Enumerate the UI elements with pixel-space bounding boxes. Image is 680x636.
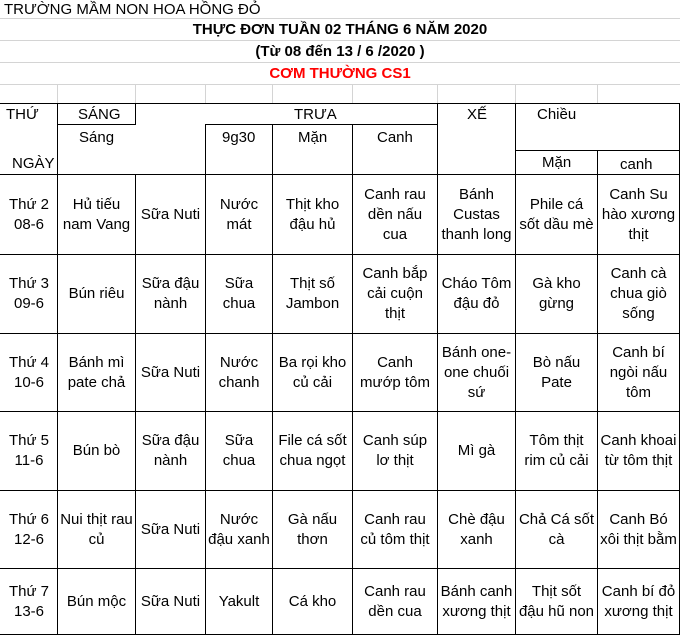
dish-text: Canh bắp cải cuộn thịt	[362, 265, 428, 322]
cell-xe	[438, 334, 515, 411]
cell-chieu-man	[516, 334, 597, 411]
header-trua: TRƯA	[294, 106, 337, 123]
cell-day	[1, 569, 57, 634]
dish-text: Canh Bó xôi thịt bằm	[600, 510, 677, 548]
dish-text: Bánh canh xương thịt	[440, 582, 513, 620]
header-chieu: Chiều	[537, 106, 577, 123]
date-label: 12-6	[13, 530, 45, 548]
dish-text: Gà kho gừng	[532, 275, 581, 312]
cell-day	[1, 175, 57, 254]
dish-text: Cá kho	[288, 592, 337, 610]
cell-nuoc	[206, 412, 272, 490]
dish-text: Bò nấu Pate	[532, 353, 581, 391]
cell-man	[273, 491, 352, 568]
dish-text: Canh Su hào xương thịt	[601, 185, 676, 243]
cell-sang	[58, 412, 135, 490]
cell-canh	[353, 569, 437, 634]
date-label: 09-6	[13, 295, 45, 312]
cell-sang	[58, 569, 135, 634]
header-sang-sub: Sáng	[79, 129, 115, 146]
header-canh: Canh	[377, 129, 413, 146]
dish-text: Nước chanh	[218, 353, 260, 391]
dish-text: Sữa Nuti	[140, 363, 201, 381]
dish-text: Canh mướp tôm	[360, 353, 430, 391]
cell-man	[273, 334, 352, 411]
cell-day	[1, 334, 57, 411]
day-label: Thứ 6	[8, 510, 50, 528]
menu-title: THỰC ĐƠN TUẦN 02 THÁNG 6 NĂM 2020	[192, 21, 488, 38]
school-name: TRƯỜNG MẦM NON HOA HỒNG ĐỎ	[4, 1, 261, 18]
cell-sua	[136, 491, 205, 568]
dish-text: Chả Cá sốt cà	[518, 510, 595, 548]
cell-chieu-canh	[598, 412, 679, 490]
cell-man	[273, 255, 352, 333]
cell-canh	[353, 491, 437, 568]
dish-text: Sữa Nuti	[140, 205, 201, 223]
dish-text: Bún riêu	[68, 285, 125, 302]
cell-man	[273, 412, 352, 490]
cell-nuoc	[206, 175, 272, 254]
header-sang: SÁNG	[78, 106, 121, 123]
cell-xe	[438, 175, 515, 254]
cell-day	[1, 491, 57, 568]
dish-text: Yakult	[218, 592, 260, 610]
date-range: (Từ 08 đến 13 / 6 /2020 )	[255, 43, 425, 60]
cell-chieu-man	[516, 491, 597, 568]
dish-text: Canh rau dền nấu cua	[364, 185, 426, 243]
cell-chieu-man	[516, 569, 597, 634]
cell-man	[273, 569, 352, 634]
cell-canh	[353, 255, 437, 333]
header-chieu-canh: canh	[620, 156, 653, 173]
cell-sua	[136, 175, 205, 254]
cell-sua	[136, 569, 205, 634]
dish-text: Thịt kho đậu hủ	[285, 195, 340, 233]
dish-text: File cá sốt chua ngọt	[278, 432, 347, 469]
cell-sang	[58, 491, 135, 568]
dish-text: Bánh one-one chuối sứ	[441, 343, 512, 401]
cell-canh	[353, 412, 437, 490]
cell-sua	[136, 412, 205, 490]
dish-text: Bánh Custas thanh long	[441, 185, 512, 243]
cell-sang	[58, 334, 135, 411]
dish-text: Bánh mì pate chả	[67, 353, 126, 391]
cell-xe	[438, 255, 515, 333]
dish-text: Hủ tiếu nam Vang	[62, 195, 131, 233]
dish-text: Canh khoai từ tôm thịt	[600, 432, 677, 469]
cell-chieu-canh	[598, 491, 679, 568]
dish-text: Thịt số Jambon	[285, 275, 340, 312]
date-label: 10-6	[13, 373, 45, 391]
date-label: 11-6	[14, 452, 44, 469]
cell-chieu-man	[516, 175, 597, 254]
dish-text: Canh bí ngòi nấu tôm	[609, 343, 668, 401]
dish-text: Nui thịt rau củ	[60, 510, 133, 548]
dish-text: Sữa chua	[222, 275, 256, 312]
dish-text: Nước mát	[219, 195, 259, 233]
cell-day	[1, 412, 57, 490]
dish-text: Canh rau dền cua	[364, 582, 426, 620]
cell-chieu-canh	[598, 569, 679, 634]
day-label: Thứ 5	[8, 432, 50, 449]
cell-chieu-canh	[598, 334, 679, 411]
dish-text: Phile cá sốt dầu mè	[519, 195, 594, 233]
day-label: Thứ 3	[8, 275, 50, 292]
cell-sua	[136, 334, 205, 411]
cell-chieu-man	[516, 255, 597, 333]
menu-name: CƠM THƯỜNG CS1	[269, 65, 411, 82]
header-9g30: 9g30	[222, 129, 256, 146]
cell-sang	[58, 255, 135, 333]
day-label: Thứ 7	[8, 582, 50, 600]
cell-nuoc	[206, 491, 272, 568]
cell-day	[1, 255, 57, 333]
day-label: Thứ 2	[8, 195, 50, 213]
cell-xe	[438, 491, 515, 568]
dish-text: Sữa Nuti	[140, 520, 201, 538]
date-label: 08-6	[13, 215, 45, 233]
header-ngay: NGÀY	[12, 155, 55, 172]
dish-text: Sữa chua	[222, 432, 256, 469]
dish-text: Chè đậu xanh	[448, 510, 505, 548]
dish-text: Tôm thịt rim củ cải	[524, 432, 589, 469]
day-label: Thứ 4	[8, 353, 50, 371]
cell-nuoc	[206, 569, 272, 634]
dish-text: Canh bí đỏ xương thịt	[601, 582, 676, 620]
header-chieu-man: Mặn	[542, 154, 572, 171]
cell-chieu-canh	[598, 175, 679, 254]
date-label: 13-6	[13, 602, 45, 620]
dish-text: Cháo Tôm đậu đỏ	[441, 275, 512, 312]
cell-sua	[136, 255, 205, 333]
dish-text: Gà nấu thơn	[287, 510, 338, 548]
cell-nuoc	[206, 255, 272, 333]
cell-man	[273, 175, 352, 254]
cell-sang	[58, 175, 135, 254]
cell-canh	[353, 175, 437, 254]
header-thu: THỨ	[6, 106, 39, 123]
dish-text: Thịt sốt đậu hũ non	[518, 582, 595, 620]
dish-text: Bún mộc	[66, 592, 127, 610]
dish-text: Bún bò	[72, 442, 121, 459]
dish-text: Nước đậu xanh	[208, 510, 270, 548]
dish-text: Sữa đậu nành	[141, 275, 200, 312]
dish-text: Canh súp lơ thịt	[362, 432, 428, 469]
dish-text: Sữa Nuti	[140, 592, 201, 610]
cell-chieu-man	[516, 412, 597, 490]
dish-text: Canh cà chua giò sống	[610, 265, 667, 322]
header-man: Mặn	[298, 129, 328, 146]
dish-text: Ba rọi kho củ cải	[278, 353, 347, 391]
cell-xe	[438, 412, 515, 490]
cell-nuoc	[206, 334, 272, 411]
cell-xe	[438, 569, 515, 634]
cell-chieu-canh	[598, 255, 679, 333]
cell-canh	[353, 334, 437, 411]
dish-text: Mì gà	[457, 442, 496, 459]
header-xe: XẾ	[467, 106, 488, 123]
dish-text: Sữa đậu nành	[141, 432, 200, 469]
dish-text: Canh rau củ tôm thịt	[360, 510, 430, 548]
